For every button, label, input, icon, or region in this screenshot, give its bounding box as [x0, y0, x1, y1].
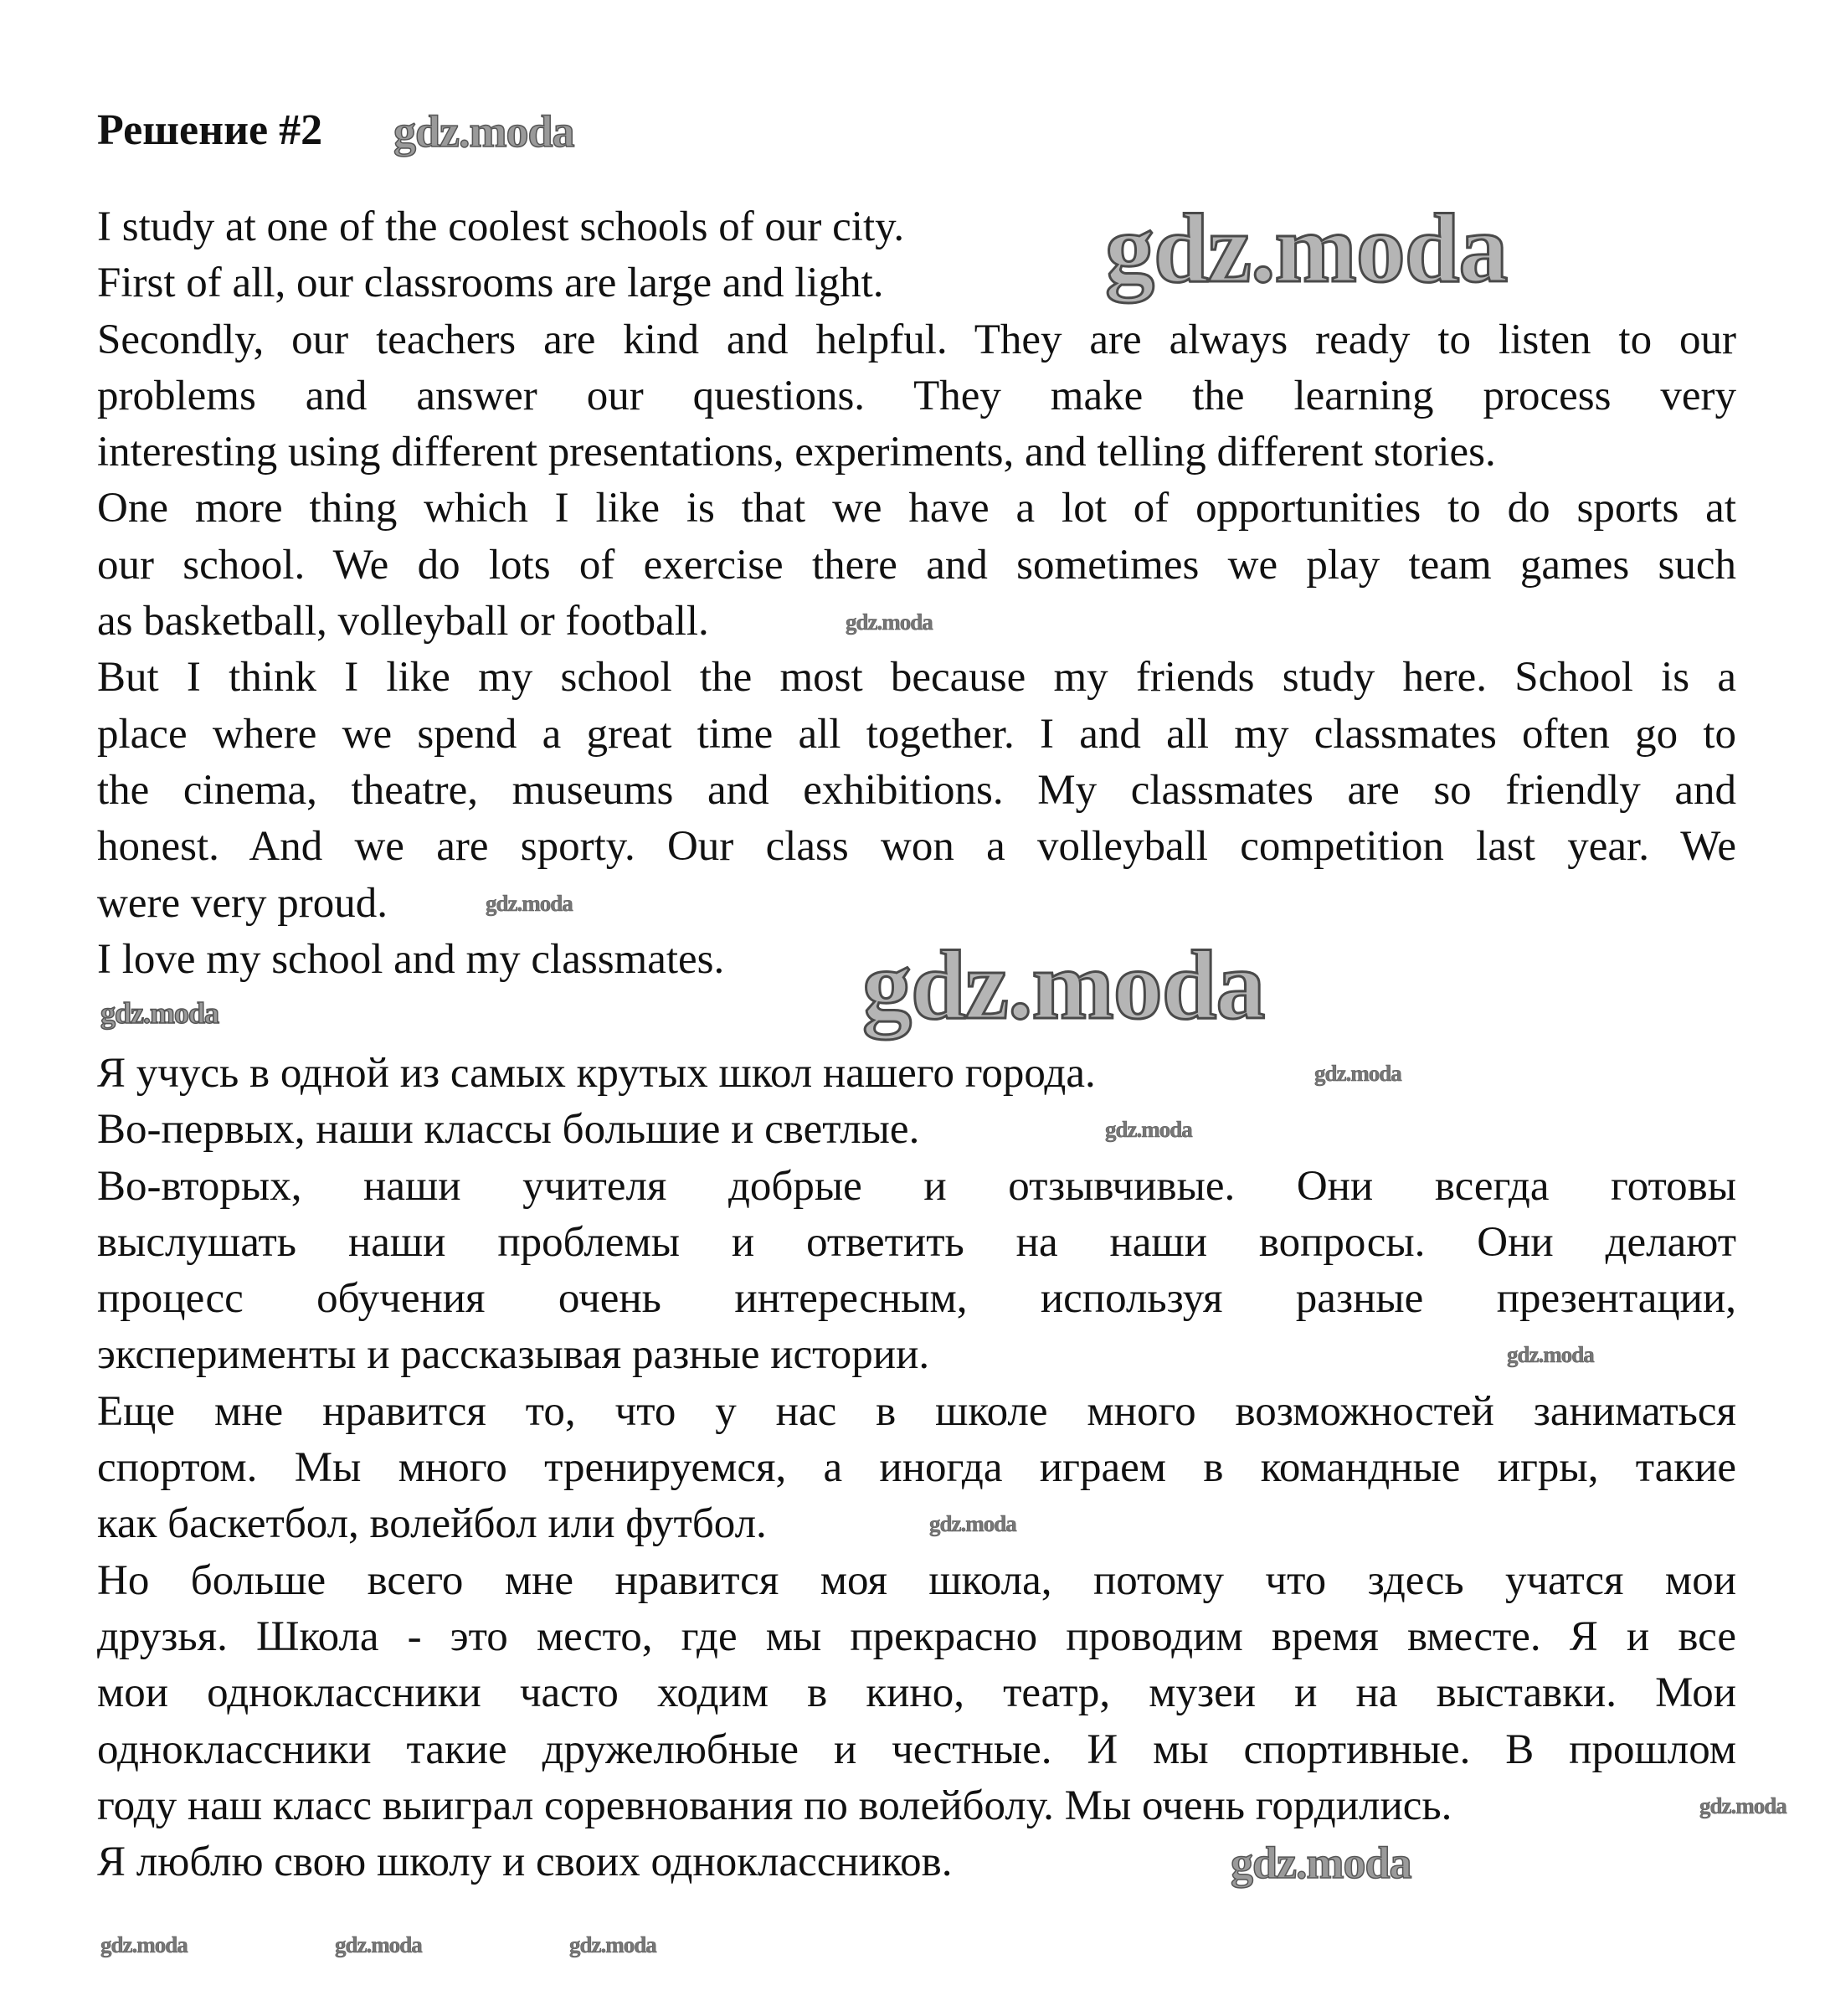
- watermark: gdz.moda: [846, 609, 933, 635]
- text-line: Еще мне нравится то, что у нас в школе много возможностей заниматься: [97, 1387, 1736, 1435]
- watermark: gdz.moda: [569, 1932, 656, 1957]
- watermark: gdz.moda: [1699, 1793, 1786, 1818]
- paragraph: [97, 255, 1736, 311]
- text-line: Во-вторых, наши учителя добрые и отзывчивые. Они всегда готовы: [97, 1162, 1736, 1210]
- watermark: gdz.moda: [100, 996, 219, 1030]
- text-line: But I think I like my school the most because my friends study here. School is a: [97, 654, 1736, 702]
- watermark: gdz.moda: [100, 1932, 188, 1957]
- text-line: the cinema, theatre, museums and exhibitions. My classmates are so friendly and: [97, 766, 1736, 814]
- text-line: процесс обучения очень интересным, используя разные презентации,: [97, 1275, 1736, 1323]
- paragraph: [97, 1046, 1736, 1102]
- text-line: друзья. Школа - это место, где мы прекрасно проводим время вместе. Я и все: [97, 1612, 1736, 1660]
- text-line: Я люблю свою школу и своих одноклассников.: [97, 1839, 953, 1886]
- paragraph: [97, 1834, 1736, 1890]
- text-line: Но больше всего мне нравится моя школа, потому что здесь учатся мои: [97, 1556, 1736, 1604]
- text-line: place where we spend a great time all together. I and all my classmates often go to: [97, 710, 1736, 758]
- watermark: gdz.moda: [862, 930, 1265, 1040]
- text-line: First of all, our classrooms are large and light.: [97, 260, 884, 307]
- text-line: Secondly, our teachers are kind and helpful. They are always ready to listen to our: [97, 316, 1736, 363]
- russian-text: [97, 1046, 1736, 1890]
- paragraph: [97, 1384, 1736, 1553]
- paragraph: [97, 1159, 1736, 1384]
- english-text: [97, 193, 1736, 988]
- text-line: спортом. Мы много тренируемся, а иногда играем в командные игры, такие: [97, 1444, 1736, 1492]
- text-line: as basketball, volleyball or football.: [97, 598, 709, 645]
- solution-title: Решение #2: [97, 106, 323, 154]
- watermark: gdz.moda: [929, 1511, 1016, 1536]
- watermark: gdz.moda: [335, 1932, 422, 1957]
- watermark: gdz.moda: [486, 891, 573, 916]
- text-line: our school. We do lots of exercise there and sometimes we play team games such: [97, 541, 1736, 589]
- text-line: I love my school and my classmates.: [97, 935, 725, 983]
- paragraph: [97, 312, 1736, 481]
- text-line: interesting using different presentations, experiments, and telling different stories.: [97, 429, 1496, 476]
- watermark: gdz.moda: [1314, 1061, 1401, 1086]
- text-line: эксперименты и рассказывая разные истории.: [97, 1331, 930, 1379]
- text-line: выслушать наши проблемы и ответить на наши вопросы. Они делают: [97, 1218, 1736, 1266]
- paragraph: [97, 1102, 1736, 1158]
- paragraph: [97, 481, 1736, 650]
- text-line: Я учусь в одной из самых крутых школ нашего города.: [97, 1050, 1096, 1097]
- text-line: One more thing which I like is that we have a lot of opportunities to do sports at: [97, 485, 1736, 532]
- text-line: were very proud.: [97, 879, 388, 927]
- text-line: одноклассники такие дружелюбные и честные. И мы спортивные. В прошлом: [97, 1725, 1736, 1773]
- watermark: gdz.moda: [393, 106, 574, 157]
- text-line: honest. And we are sporty. Our class won a volleyball competition last year. We: [97, 823, 1736, 871]
- watermark: gdz.moda: [1105, 193, 1508, 303]
- paragraph: [97, 932, 1736, 988]
- text-line: problems and answer our questions. They make the learning process very: [97, 372, 1736, 419]
- watermark: gdz.moda: [1231, 1838, 1411, 1888]
- watermark: gdz.moda: [1507, 1342, 1594, 1367]
- text-line: Во-первых, наши классы большие и светлые.: [97, 1106, 920, 1154]
- text-line: мои одноклассники часто ходим в кино, театр, музеи и на выставки. Мои: [97, 1669, 1736, 1717]
- paragraph: [97, 1553, 1736, 1834]
- text-line: году наш класс выиграл соревнования по волейболу. Мы очень гордились.: [97, 1782, 1452, 1829]
- text-line: I study at one of the coolest schools of our city.: [97, 203, 905, 250]
- paragraph: [97, 199, 1736, 255]
- text-line: как баскетбол, волейбол или футбол.: [97, 1500, 767, 1548]
- watermark: gdz.moda: [1105, 1117, 1192, 1142]
- paragraph: [97, 650, 1736, 931]
